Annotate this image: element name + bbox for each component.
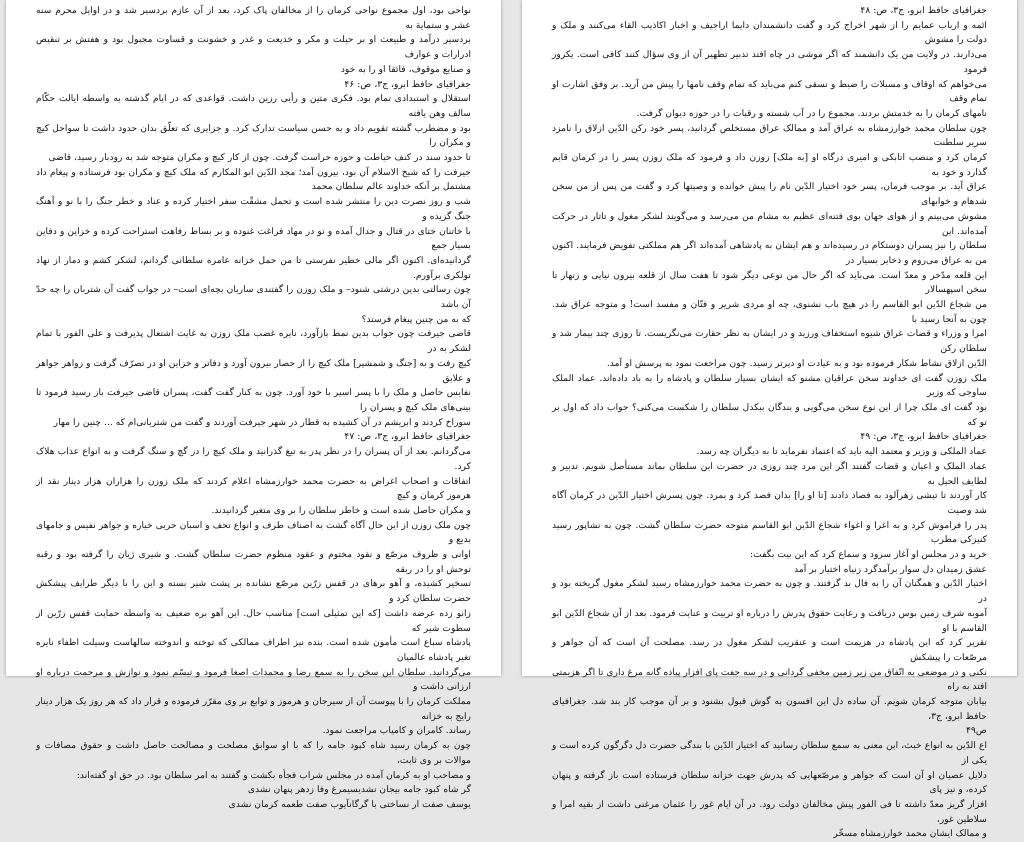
left-page <box>6 0 501 810</box>
left-page-text: نواحی بود، اول مجموع نواحی کرمان را از مخالفان پاک کرد، بعد از آن عازم بردسیر شد و در اوایل محرم سنه عشر و ستمایة به بردسیر درآمد و طبیعت او بر حیلت و مکر و خدیعت و غدر و خشونت و قساوت مجبول بود و هفتش بر تنقیص ادرارات و عوارف و صنایع موقوف، فائقا او را به خود جغرافیای حافظ ابرو، ج۳، ص: ۴۶ استقلال و استبدادی تمام بود. فکری متین و رأیی رزین داشت. قواعدی که در ایام گذشته به واسطه ایالت حکّام سالف وهن یافته بود و مضطرب گشته تقویم داد و به حسن سیاست تدارک کرد. و جزایری که تعلّق بدان حدود داشت تا سواحل کیچ و مکران را تا حدود سند در کنف حیاطت و حوزه حراست گرفت. چون از کار کیچ و مکران متوجه شد به رودبار رسید، قاضی جیرفت را که شیخ الاسلام آن بود، بیرون آمد؛ مجد الدّین ابو المکارم که ملک کیچ و مکران بود فرستاده و پیغام داد مشتمل بر آنکه خداوند عالم سلطان محمد شب و روز نصرت دین را منتشر شده است و تحمل مشقّت سفر اختیار کرده و عناد و خطر جنگ را با نو و آهنگ جنگ گزیده و با خاتنان ختای در قتال و جدال آمده و تو در مهاد فراغت غنوده و بر بساط رفاهت استراحت کرده و خزاین و دفاین بسیار جمع گردانیده‌ای. اکنون اگر مالی خطیر نفرستی تا من حمل خزانه عامره سلطانی گردانم، لشکر کشم و دمار از نهاد تولکری برآورم. چون رسالتی بدین درشتی شنود– و ملک زوزن را گفتندی ساربان بچه‌ای است– در جواب گفت آن شتربان را چه حدّ آن باشد که به من چنین پیغام فرستد؟ قاضی جیرفت چون جواب بدین نمط بازآورد، نایره غضب ملک زوزن به غایت اشتعال پذیرفت و علی الفور با تمام لشکر به در کیچ رفت و به [جنگ و شمشیر] ملک کیچ را از حصار بیرون آورد و دفاتر و خزاین او در تصرّف گرفت و زواهر جواهر و علایق نفایس حاصل و ملک را با پسر اسیر با خود آورد. چون به کنار گفت گفت، پسران قاضی جیرفت باز رسید فرمود تا بینی‌های ملک کیچ و پسران را سوراخ کردند و ابریشم در آن کشیده به قطار در شهر جیرفت آوردند و گفت من شتربانی‌ام که ... چنین را مهار جغرافیای حافظ ابرو، ج۳، ص: ۴۷ می‌گردانم. بعد از آن پسران را در نظر پدر به تیغ گذرانید و ملک کیچ را در گچ و سنگ گرفت و به انواع عذاب هلاک کرد. اتفاقات و اصحاب اغراض به حضرت محمد خوارزمشاه اعلام کردند که ملک زوزن را هزاران هزار دینار نقد از هرموز کرمان و کیچ و مکران حاصل شده است و خاطر سلطان را بر وی متغیر گردانیدند. چون ملک زوزن از این حال آگاه گشت به اصناف طرف و انواع تحف و اسبان حربی خیاره و جواهر نفیس و جامهای بدیع و اوانی و ظروف مرصّع و نقود مختوم و عقود منظوم حضرت سلطان گشت. و شیری ژیان را گرفته بود و رقبه توحش او را در ربقه تسخیر کشیده، و آهو برهای در قفس زرّین مرصّع نشانده بر پشت شیر بسته و این را با دیگر طرایف پیشکش حضرت سلطان کرد و زانو زده عرضه داشت [که این تمثیلی است] مناسب حال. این آهو بره ضعیف به واسطه حمایت قفس زرّین از سطوت شیر که پادشاه سباع است مأمون شده است. بنده نیز اطراف ممالکی که توخته و اندوخته سالهاست وسیلت اطفاء نایره تغیر پادشاه عالمیان می‌گردانید. سلطان این سخن را به سمع رضا و محمدات اصغا فرمود و تبسّم نمود و نوازش و مرحمت درباره او ارزانی داشت و مملکت کرمان را با پیوست آن از سیرجان و هرموز و توابع بر وی مقرّر فرموده و قرار داد که هر روز یک هزار دینار رایج به خزانه رساند. کامران و کامیاب مراجعت نمود. چون به کرمان رسید شاه کبود جامه را که با او سوابق مصلحت و مصالحت حاصل داشت و حقوق مصافات و موالات بر وی ثابت، و مصاحب او به کرمان آمده در مجلس شراب فجأه بکشت و گفتند به امر سلطان بود. در حق او گفته‌اند: <box>36 5 471 781</box>
right-page-text: جغرافیای حافظ ابرو، ج۳، ص: ۴۸ ائمه و ارباب عمایم را از شهر اخراج کرد و گفت دانشمندان دایما اراجیف و اخبار اکاذیب القاء می‌کنند و ملک و دولت را مشوش می‌دارند. در ولایت من یک دانشمند که اگر موشی در چاه افتد تدبیر تطهیر آن از وی سؤال کنند کافی است. یکروز فرمود می‌خواهم که اوقاف و مسبلات را ضبط و نسقی کنم می‌باید که تمام وقف نامها را پیش من آرید. بر وفق اشارت او تمام وقف نامهای کرمان را به خدمتش بردند. مجموع را در آب شسته و رقبات را در حوزه دیوان گرفت. چون سلطان محمد خوارزمشاه به عراق آمد و ممالک عراق مستخلص گردانید، پسر خود رکن الدّین ازلاق را نامزد سریر سلطنت کرمان کرد و منصب اتابکی و امیری درگاه او [به ملک] زوزن داد و فرمود که ملک زوزن پسر را در کرمان قایم گذارد و خود به عراق آید. بر موجب فرمان، پسر خود اختیار الدّین نام را پیش خوانده و وصیتها کرد و گفت من پس از من سخن شدهام و خوابهای مشوش می‌بینم و از هوای جهان بوی فتنه‌ای عظیم به مشام من می‌رسد و می‌گویند لشکر مغول و تاتار در حرکت آمده‌اند. این سلطان را نیز پسران دوستکام در رسیده‌اند و هم ایشان به پادشاهی آمده‌اند اگر هم مملکتی تفویض فرمایند. اکنون من به عراق می‌روم و ذخایر بسیار در این قلعه مدّخر و معدّ است. می‌باید که اگر حال من نوعی دیگر شود تا هفت سال از قلعه بیرون نیایی و زنهار تا سخن اسپهسالار من شجاع الدّین ابو القاسم را در هیچ باب نشنوی، چه او مردی شریر و فتّان و مفسد است! و متوجه عراق شد. چون به آنجا رسید با امرا و وزراء و قضات عراق شیوه استخفاف ورزید و در ایشان به نظر حقارت می‌نگریست. تا روزی چند بیمار شد و سلطان رکن الدّین ازلاق نشاط شکار فرموده بود و به عیادت او دیرتر رسید. چون مراجعت نمود به پرسش او آمد. ملک زوزن گفت ای خداوند سخن عراقیان مشنو که ایشان بسیار سلطان و پادشاه را به باد داده‌اند. عماد الملک ساوجی که وزیر بود گفت ای ملک چرا از این نوع سخن می‌گویی و بندگان بیکدل سلطان را شکست می‌کنی؟ جواب داد که اول بر تو که جغرافیای حافظ ابرو، ج۳، ص: ۴۹ عماد الملکی و وزیر و معتمد الیه باید که اعتماد نفرماید تا به دیگران چه رسد. عماد الملک و اعیان و قضات گفتند اگر این مرد چند روزی در حضرت این سلطان بماند مستأصل شویم. تدبیر و لطایف الحیل به کار آوردند تا تیشی زهرآلود به فصاد دادند [تا او را] بدان فصد کرد و بمرد. چون پسرش اختیار الدّین در کرمان آگاه شد وصیت پدر را فراموش کرد و به اغرا و اغواء شجاع الدّین ابو القاسم متوجه حضرت سلطان گشت. چون به نشاپور رسید کنیزکی مطرب خرید و در مجلس او آغاز سرود و سماع کرد که این بیت بگفت: عشق زمیدان دل سوار برآمدگرد زنیاه اختیار بر آمد اختیار الدّین و همگنان آن را به فال بد گرفتند. و چون به حضرت محمد خوارزمشاه رسید لشکر مغول گریخته بود و در آموبه شرف زمین بوس دریافت و رعایت حقوق پدرش را درباره او تربیت و عنایت فرمود. بعد از آن شجاع الدّین ابو القاسم با او تقریر کرد که این پادشاه در هزیمت است و عنقریب لشکر مغول در رسد. مصلحت آن است که آن جواهر و مرصّعات را پیشکش نکنی و در موضعی به اتّفاق من زیر زمین مخفی گردانی و در سه جفت پای افزار پیاده گانه مرغ داری تا اگر هزیمتی افتد به راه بیابان متوجه کرمان شویم. آن ساده دل این افسون به گوش قبول بشنود و بر آن موجب کار بند شد. جغرافیای حافظ ابرو، ج۳، ص۴۹ اع الدّین به انواع خبث، این معنی به سمع سلطان رسانید که اختیار الدّین با بندگی حضرت دل دگرگون کرده است و یکی از دلایل عصیان او آن است که جواهر و مرصّعهایی که پدرش جهت خزانه سلطان فرستاده است باز گرفته و پنهان کرده، و نیز پای افزار گریز معدّ داشته تا فی الفور پیش مخالفان دولت رود. در آن ایام غور را عثمان مرغنی داشت از بقیه امرا و سلاطین غور، و ممالک ایشان محمد خوارزمشاه مسخّر <box>552 5 987 840</box>
poem-verse-2: یوسف صفت ار نساختی با گرگانآیوب صفت طعمه کرمان نشدی <box>228 798 471 810</box>
right-page <box>522 0 1017 840</box>
poem-verse-1: گر شاه کبود جامه بیجان نشدیسیمرغ وفا زدهر پنهان نشدی <box>247 784 471 796</box>
